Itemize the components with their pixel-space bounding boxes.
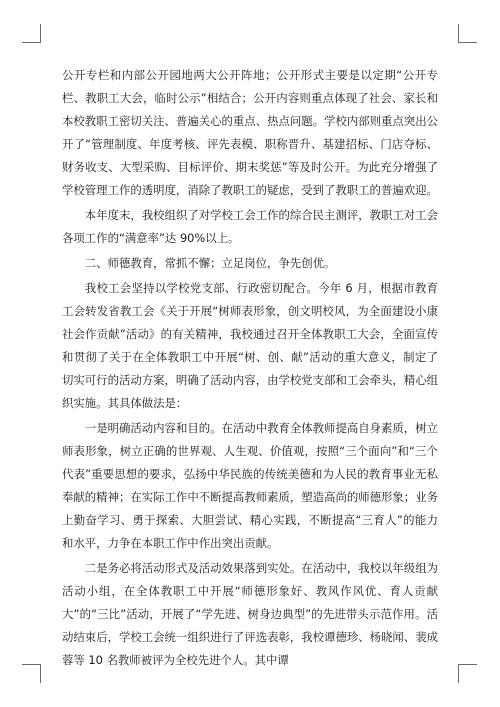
paragraph-activity-results: 二是务必将活动形式及活动效果落到实处。在活动中，我校以年级组为活动小组，在全体教职工中开展“师德形象好、教风作风优、育人贡献大”的“三比”活动，开展了“学先进、树身边典型”的先进带头示范作用。活动结束后，学校工会统一组织进行了评选表彰，我校谭德珍、杨晓闻、裴成蓉等 10 名教师被评为全校先进个人。其中谭 <box>62 561 438 667</box>
crop-mark-bottom-right <box>458 664 477 683</box>
document-body <box>62 64 438 674</box>
paragraph-public-affairs: 公开专栏和内部公开园地两大公开阵地；公开形式主要是以定期“公开专栏、教职工大会，临时公示”相结合；公开内容则重点体现了社会、家长和本校教职工密切关注、普遍关心的重点、热点问题。学校内部则重点突出公开了“管理制度、年度考核、评先表模、职称晋升、基建招标、门店夺标、财务收支、大型采购、目标评价、期末奖惩”等及时公开。为此充分增强了学校管理工作的透明度，消除了教职工的疑虑，受到了教职工的普遍欢迎。 <box>62 68 438 197</box>
crop-mark-bottom-left <box>22 664 41 683</box>
crop-mark-top-left <box>22 24 41 43</box>
section-heading-ethics: 二、师德教育，常抓不懈；立足岗位，争先创优。 <box>84 256 336 270</box>
crop-mark-top-right <box>458 24 477 43</box>
paragraph-evaluation: 本年度末，我校组织了对学校工会工作的综合民主测评，教职工对工会各项工作的“满意率”达 90%以上。 <box>62 208 438 245</box>
paragraph-activity-content: 一是明确活动内容和目的。在活动中教育全体教师提高自身素质，树立师表形象，树立正确的世界观、人生观、价值观，按照“三个面向”和“三个代表”重要思想的要求，弘扬中华民族的传统美德和为人民的教育事业无私奉献的精神；在实际工作中不断提高教师素质，塑造高尚的师德形象；业务上勤奋学习、勇于探索、大胆尝试、精心实践，不断提高“三育人”的能力和水平，力争在本职工作中作出突出贡献。 <box>62 421 438 550</box>
paragraph-activity-launch: 我校工会坚持以学校党支部、行政密切配合。今年 6 月，根据市教育工会转发省教工会《关于开展“树师表形象，创文明校风，为全面建设小康社会作贡献”活动》的有关精神，我校通过召开全体教职工大会，全面宣传和贯彻了关于在全体教职工中开展“树、创、献”活动的重大意义，制定了切实可行的活动方案，明确了活动内容，由学校党支部和工会牵头，精心组织实施。其具体做法是： <box>62 281 438 410</box>
